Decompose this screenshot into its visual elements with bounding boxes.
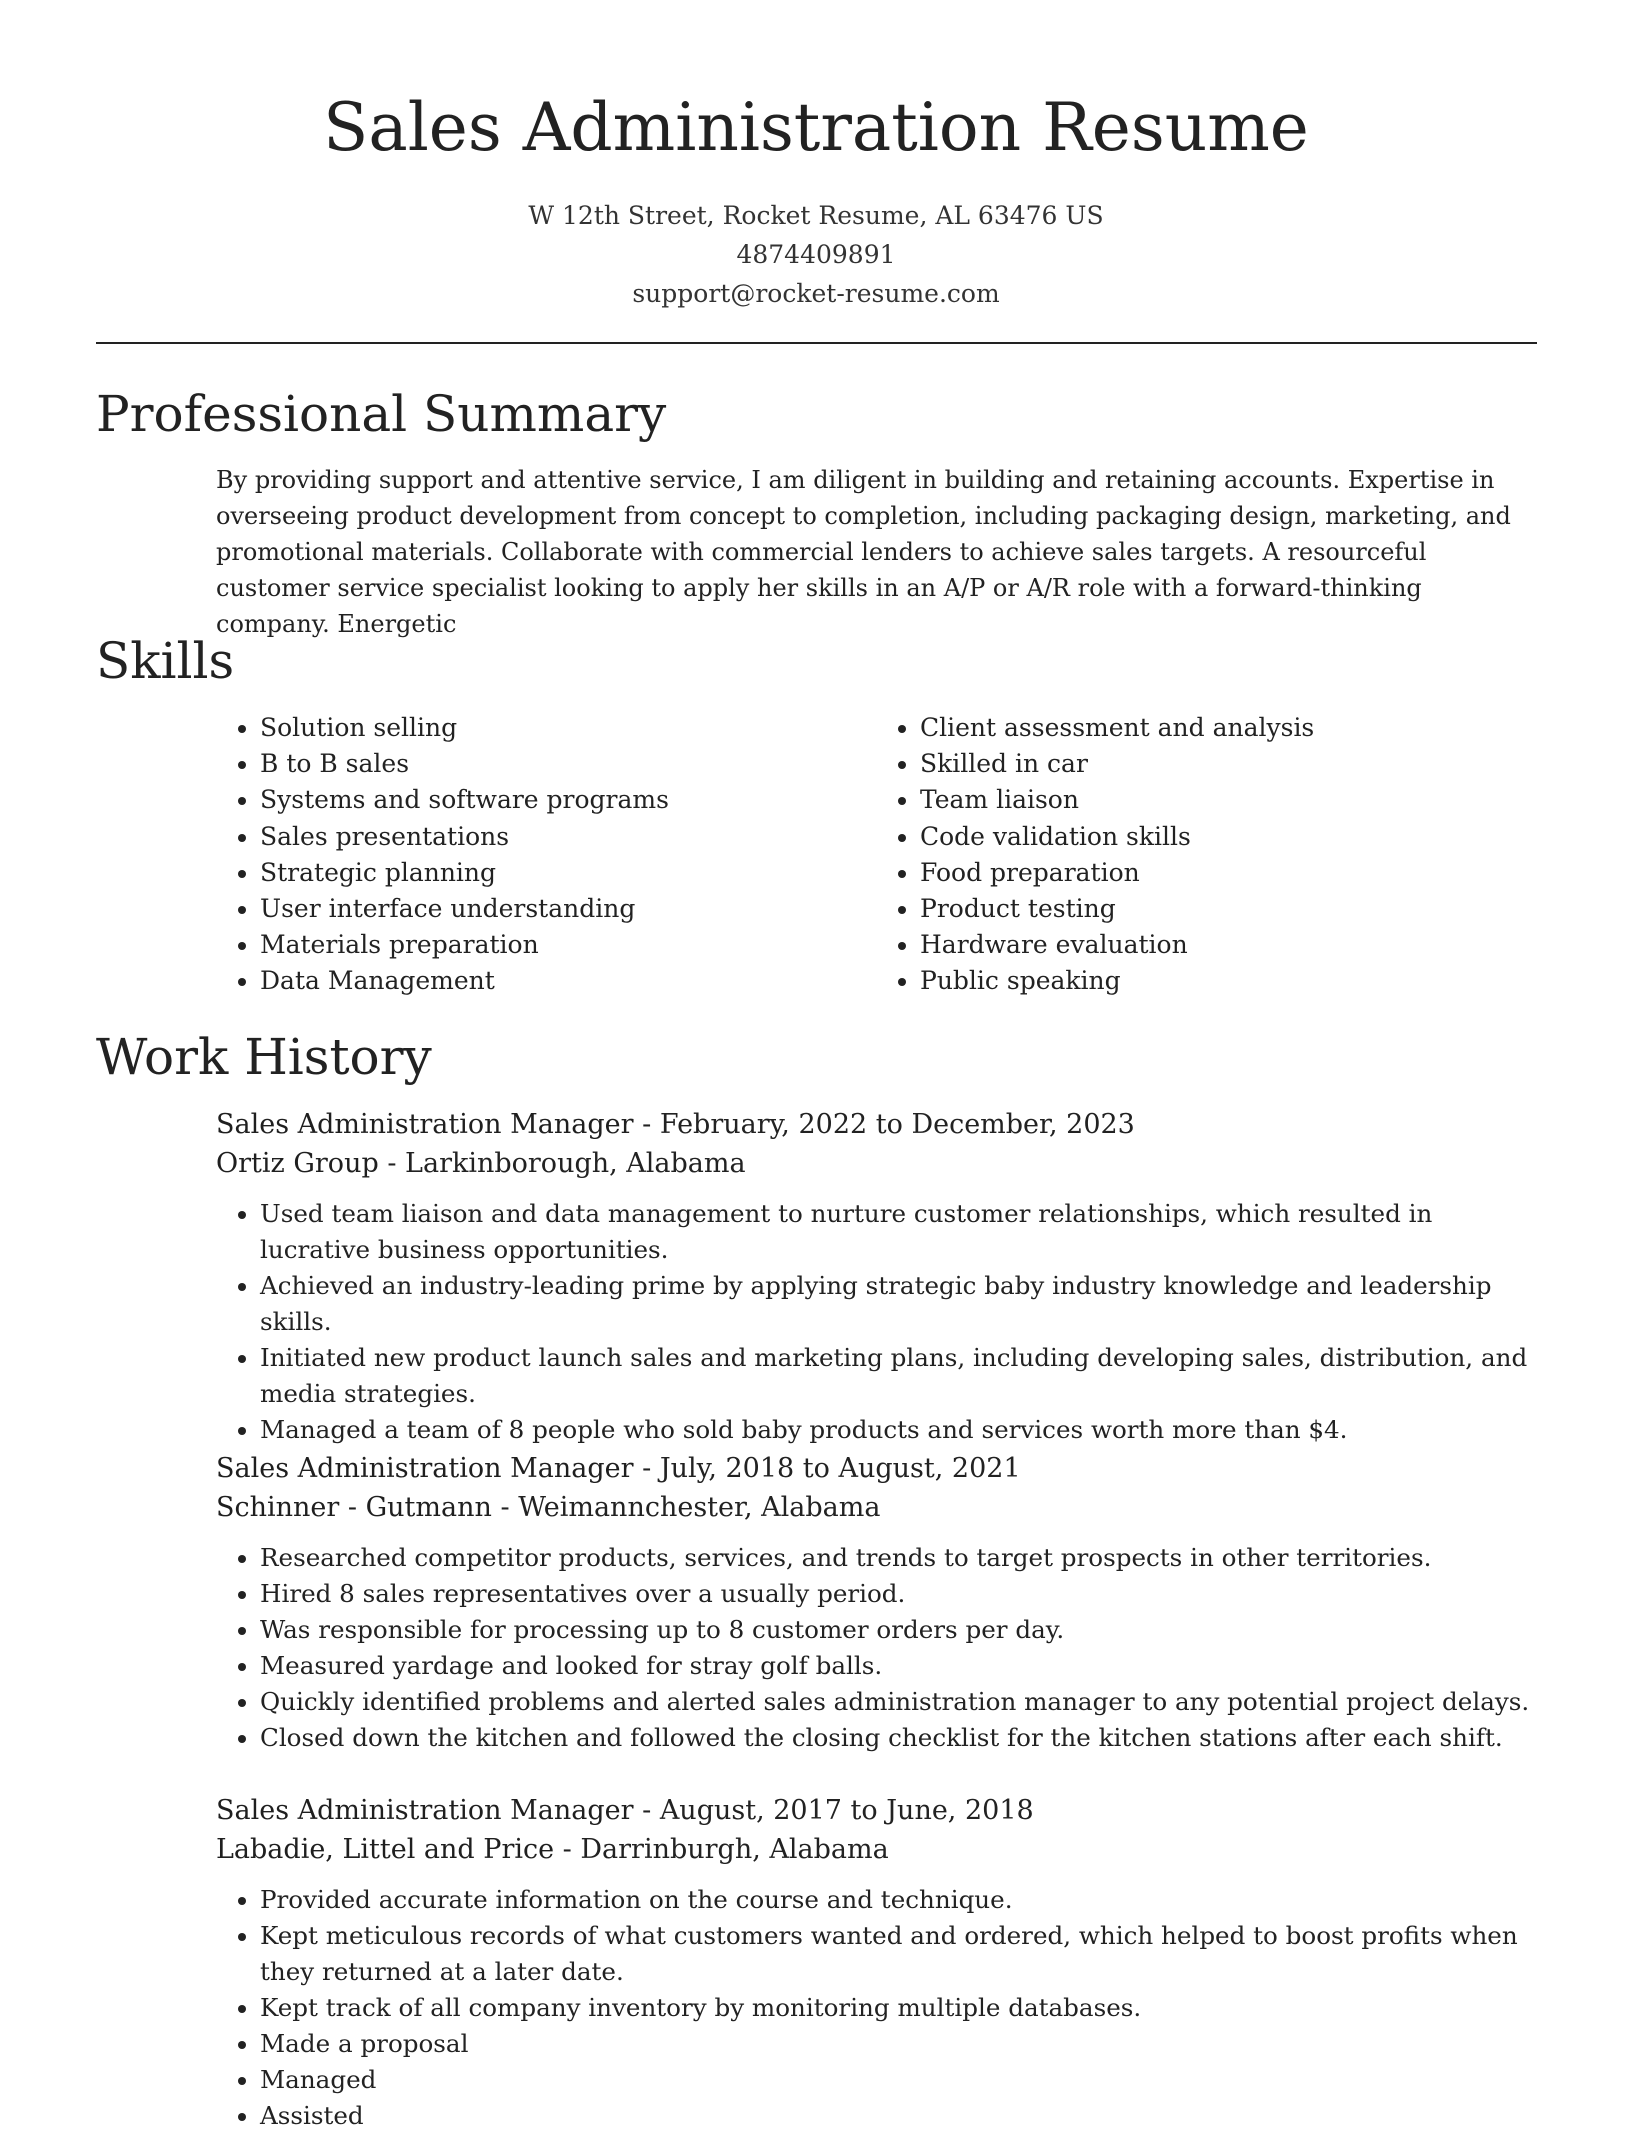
skill-item: • Code validation skills <box>920 819 1536 855</box>
header-divider <box>96 342 1537 344</box>
job-dates: February, 2022 to December, 2023 <box>659 1109 1135 1140</box>
job-title: Sales Administration Manager <box>216 1109 634 1140</box>
skill-item: • Data Management <box>260 963 876 999</box>
skill-item: • Hardware evaluation <box>920 927 1536 963</box>
job-company: Labadie, Littel and Price <box>216 1834 555 1865</box>
job-location: Weimannchester, Alabama <box>518 1492 881 1523</box>
job-company: Ortiz Group <box>216 1148 379 1179</box>
resume-header <box>0 84 1632 313</box>
job-title: Sales Administration Manager <box>216 1453 634 1484</box>
job-company-line: Schinner - Gutmann - Weimannchester, Alabama <box>216 1492 881 1523</box>
job-bullets <box>216 1196 1546 1448</box>
job-bullet: • Kept track of all company inventory by monitoring multiple databases. <box>260 1990 1546 2026</box>
job-bullet: • Achieved an industry-leading prime by applying strategic baby industry knowledge and leadership skills. <box>260 1268 1546 1340</box>
job-entry <box>216 1105 1546 1448</box>
job-bullet: • Researched competitor products, services, and trends to target prospects in other territories. <box>260 1540 1546 1576</box>
job-bullet: • Initiated new product launch sales and marketing plans, including developing sales, distribution, and media strategies. <box>260 1340 1546 1412</box>
skill-item: • Strategic planning <box>260 855 876 891</box>
job-company-line: Labadie, Littel and Price - Darrinburgh, Alabama <box>216 1834 889 1865</box>
skill-item: • Solution selling <box>260 710 876 746</box>
job-bullet: • Managed <box>260 2062 1546 2098</box>
job-bullet: • Used team liaison and data management to nurture customer relationships, which resulted in lucrative business opportunities. <box>260 1196 1546 1268</box>
job-title-line: Sales Administration Manager - July, 2018 to August, 2021 <box>216 1453 1021 1484</box>
skill-item: • B to B sales <box>260 746 876 782</box>
job-company-line: Ortiz Group - Larkinborough, Alabama <box>216 1148 746 1179</box>
skill-item: • Materials preparation <box>260 927 876 963</box>
job-location: Larkinborough, Alabama <box>405 1148 746 1179</box>
skill-item: • Food preparation <box>920 855 1536 891</box>
address: W 12th Street, Rocket Resume, AL 63476 US <box>528 201 1104 230</box>
job-bullet: • Managed a team of 8 people who sold baby products and services worth more than $4. <box>260 1412 1546 1448</box>
job-title-line: Sales Administration Manager - February, 2022 to December, 2023 <box>216 1109 1135 1140</box>
job-bullet: • Kept meticulous records of what customers wanted and ordered, which helped to boost profits when they returned at a later date. <box>260 1918 1546 1990</box>
job-location: Darrinburgh, Alabama <box>580 1834 889 1865</box>
job-dates: July, 2018 to August, 2021 <box>659 1453 1021 1484</box>
job-bullet: • Made a proposal <box>260 2026 1546 2062</box>
job-bullets <box>216 1540 1546 1756</box>
phone: 4874409891 <box>736 240 896 269</box>
job-company: Schinner - Gutmann <box>216 1492 492 1523</box>
job-bullet: • Measured yardage and looked for stray golf balls. <box>260 1648 1546 1684</box>
job-title: Sales Administration Manager <box>216 1795 634 1826</box>
skill-item: • Skilled in car <box>920 746 1536 782</box>
summary-text: By providing support and attentive service, I am diligent in building and retaining accounts. Expertise in overseeing product development from concept to completion, including packaging design, marketing, and promotional materials. Collaborate with commercial lenders to achieve sales targets. A resourceful customer service specialist looking to apply her skills in an A/P or A/R role with a forward-thinking company. Energetic <box>216 466 1511 638</box>
job-bullet: • Quickly identified problems and alerted sales administration manager to any potential project delays. <box>260 1684 1546 1720</box>
skill-item: • Product testing <box>920 891 1536 927</box>
job-bullet: • Was responsible for processing up to 8 customer orders per day. <box>260 1612 1546 1648</box>
skill-item: • Public speaking <box>920 963 1536 999</box>
job-entry <box>216 1791 1546 2134</box>
job-entry <box>216 1449 1546 1756</box>
skills-column-right <box>876 710 1536 1000</box>
job-bullets <box>216 1882 1546 2134</box>
skill-item: • User interface understanding <box>260 891 876 927</box>
skills-column-left <box>216 710 876 1000</box>
job-bullet: • Provided accurate information on the course and technique. <box>260 1882 1546 1918</box>
summary-heading: Professional Summary <box>96 385 667 443</box>
job-title-line: Sales Administration Manager - August, 2017 to June, 2018 <box>216 1795 1034 1826</box>
skills-list <box>216 710 1536 1000</box>
work-history-heading: Work History <box>96 1028 432 1086</box>
skill-item: • Client assessment and analysis <box>920 710 1536 746</box>
job-bullet: • Hired 8 sales representatives over a usually period. <box>260 1576 1546 1612</box>
skill-item: • Sales presentations <box>260 819 876 855</box>
skills-heading: Skills <box>96 632 235 690</box>
job-bullet: • Closed down the kitchen and followed the closing checklist for the kitchen stations after each shift. <box>260 1720 1546 1756</box>
resume-title: Sales Administration Resume <box>323 89 1309 166</box>
job-dates: August, 2017 to June, 2018 <box>659 1795 1034 1826</box>
email: support@rocket-resume.com <box>632 279 1000 308</box>
skill-item: • Team liaison <box>920 782 1536 818</box>
skill-item: • Systems and software programs <box>260 782 876 818</box>
job-bullet: • Assisted <box>260 2098 1546 2134</box>
